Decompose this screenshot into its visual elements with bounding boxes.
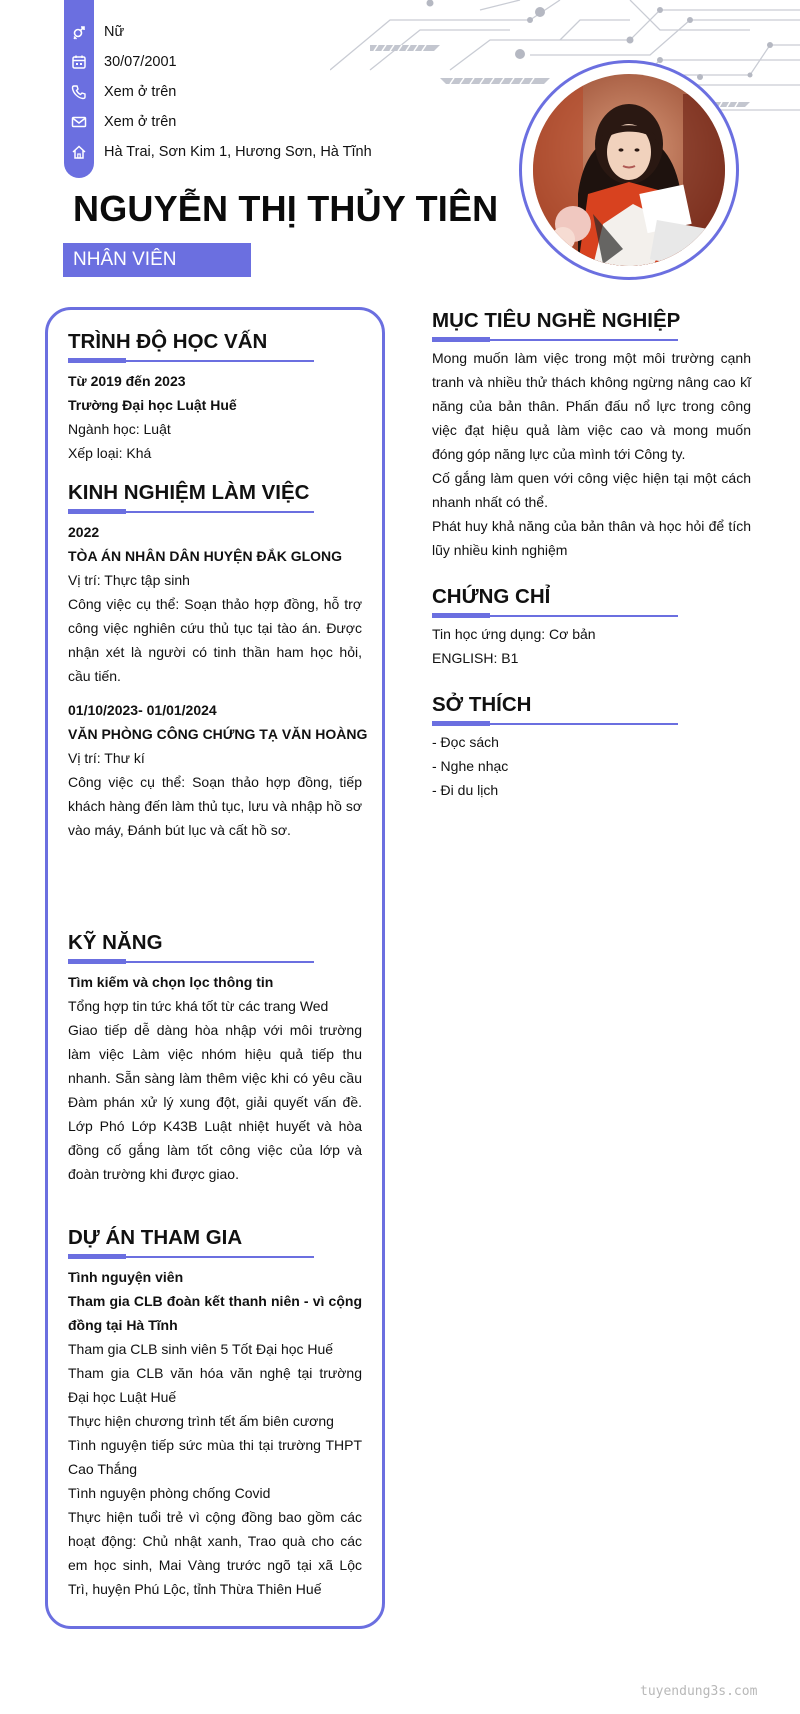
contact-email [64, 110, 176, 134]
job-period: 01/10/2023- 01/01/2024 [68, 702, 217, 718]
avatar [533, 74, 725, 266]
home-icon [64, 140, 94, 164]
objective-paragraph: Phát huy khả năng của bản thân và học hỏi để tích lũy nhiều kinh nghiệm [432, 518, 751, 558]
education-title: TRÌNH ĐỘ HỌC VẤN [68, 330, 268, 353]
certificates-divider [432, 615, 678, 617]
hobby-item: - Đi du lịch [432, 782, 499, 798]
email-text: Xem ở trên [104, 114, 177, 130]
contact-birthday [64, 50, 177, 74]
hobby-item: - Nghe nhạc [432, 758, 509, 774]
hobby-item: - Đọc sách [432, 734, 499, 750]
education-divider [68, 360, 314, 362]
hobbies-title: SỞ THÍCH [432, 693, 532, 716]
job-description: Công việc cụ thể: Soạn thảo hợp đồng, tiếp khách hàng đến làm thủ tục, lưu và nhập hồ sơ vào máy, Đánh bút lục và cất hồ sơ. [68, 774, 362, 838]
projects-divider [68, 1256, 314, 1258]
project-item: Tình nguyện phòng chống Covid [68, 1485, 271, 1501]
education-school: Trường Đại học Luật Huế [68, 397, 237, 413]
experience-divider [68, 511, 314, 513]
gender-icon [64, 20, 94, 44]
objective-paragraph: Cố gắng làm quen với công việc hiện tại một cách nhanh nhất có thể. [432, 470, 751, 510]
experience-title: KINH NGHIỆM LÀM VIỆC [68, 481, 310, 504]
job-position: Vị trí: Thư kí [68, 750, 145, 766]
calendar-icon [64, 50, 94, 74]
project-item: Thực hiện tuổi trẻ vì cộng đồng bao gồm các hoạt động: Chủ nhật xanh, Trao quà cho các em học sinh, Mai Vàng trước ngõ tại xã Lộc Trì, huyện Phú Lộc, tỉnh Thừa Thiên Huế [68, 1509, 362, 1597]
skills-description: Giao tiếp dễ dàng hòa nhập với môi trường làm việc Làm việc nhóm hiệu quả tiếp thu nhanh. Sẵn sàng làm thêm việc khi có yêu cầu Đàm phán xử lý xung đột, giải quyết vấn đề. Lớp Phó Lớp K43B Luật nhiệt huyết và hòa đồng cố gắng làm tốt công việc của lớp và đoàn trường khi được giao. [68, 1022, 362, 1182]
address-text: Hà Trai, Sơn Kim 1, Hương Sơn, Hà Tĩnh [104, 144, 372, 160]
certificates-title: CHỨNG CHỈ [432, 585, 551, 608]
objective-title: MỤC TIÊU NGHỀ NGHIỆP [432, 309, 681, 332]
phone-text: Xem ở trên [104, 84, 177, 100]
certificate-item: ENGLISH: B1 [432, 650, 519, 666]
job-company: TÒA ÁN NHÂN DÂN HUYỆN ĐẮK GLONG [68, 548, 343, 564]
email-icon [64, 110, 94, 134]
skills-title: KỸ NĂNG [68, 931, 163, 954]
job-position: Vị trí: Thực tập sinh [68, 572, 190, 588]
candidate-role: NHÂN VIÊN [63, 243, 251, 277]
project-item: Tình nguyện tiếp sức mùa thi tại trường THPT Cao Thắng [68, 1437, 362, 1477]
education-rank: Xếp loại: Khá [68, 445, 152, 461]
skills-line: Tổng hợp tin tức khá tốt từ các trang Wed [68, 998, 329, 1014]
skills-heading: Tìm kiếm và chọn lọc thông tin [68, 974, 274, 990]
project-role: Tình nguyện viên [68, 1269, 184, 1285]
project-item: Thực hiện chương trình tết ấm biên cương [68, 1413, 334, 1429]
contact-gender [64, 20, 124, 44]
job-description: Công việc cụ thể: Soạn thảo hợp đồng, hỗ trợ công việc nghiên cứu thủ tục tại tào án. Được nhận xét là người có tinh thần ham học hỏi, cầu tiến. [68, 596, 362, 684]
candidate-name: NGUYỄN THỊ THỦY TIÊN [73, 188, 499, 229]
certificate-item: Tin học ứng dụng: Cơ bản [432, 626, 596, 642]
objective-paragraph: Mong muốn làm việc trong một môi trường cạnh tranh và nhiều thử thách không ngừng nâng cao kĩ năng của bản thân. Phấn đấu nổ lực trong công việc đạt hiệu quả làm việc cao và mong muốn đóng góp năng lực của mình tới Công ty. [432, 350, 751, 462]
phone-icon [64, 80, 94, 104]
gender-text: Nữ [104, 24, 125, 40]
contact-address [64, 140, 372, 164]
watermark: tuyendung3s.com [640, 1684, 758, 1699]
skills-divider [68, 961, 314, 963]
project-item: Tham gia CLB sinh viên 5 Tốt Đại học Huế [68, 1341, 334, 1357]
education-major: Ngành học: Luật [68, 421, 171, 437]
contact-phone [64, 80, 176, 104]
project-item: Tham gia CLB đoàn kết thanh niên - vì cộng đồng tại Hà Tĩnh [68, 1293, 362, 1333]
job-company: VĂN PHÒNG CÔNG CHỨNG TẠ VĂN HOÀNG [68, 726, 368, 742]
education-period: Từ 2019 đến 2023 [68, 373, 186, 389]
projects-title: DỰ ÁN THAM GIA [68, 1226, 243, 1249]
hobbies-divider [432, 723, 678, 725]
project-item: Tham gia CLB văn hóa văn nghệ tại trường Đại học Luật Huế [68, 1365, 362, 1405]
job-period: 2022 [68, 524, 100, 540]
birthday-text: 30/07/2001 [104, 54, 177, 70]
objective-divider [432, 339, 678, 341]
